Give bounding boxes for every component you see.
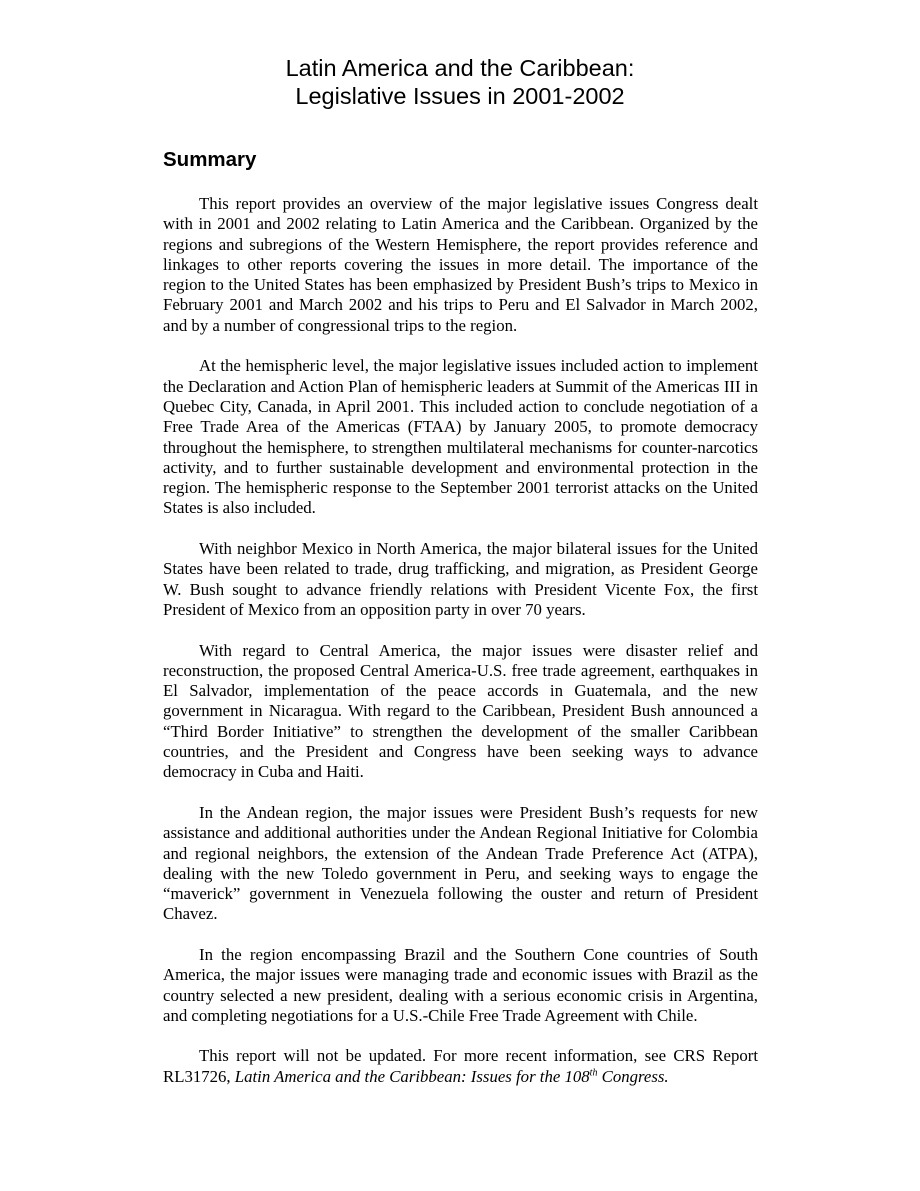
summary-paragraph-4: With regard to Central America, the major issues were disaster relief and reconstruction, the proposed Central America-U.S. free trade agreement, earthquakes in El Salvador, implementation of the peace accords in Guatemala, and the new government in Nicaragua. With regard to the Caribbean, President Bush announced a “Third Border Initiative” to strengthen the development of the smaller Caribbean countries, and the President and Congress have been seeking ways to advance democracy in Cuba and Haiti. [163,640,758,782]
summary-paragraph-5: In the Andean region, the major issues were President Bush’s requests for new assistance and additional authorities under the Andean Regional Initiative for Colombia and regional neighbors, the extension of the Andean Trade Preference Act (ATPA), dealing with the new Toledo government in Peru, and seeking ways to engage the “maverick” government in Venezuela following the ouster and return of President Chavez. [163,802,758,924]
update-note: This report will not be updated. For more recent information, see CRS Report RL31726, [163,1046,758,1086]
summary-paragraph-1: This report provides an overview of the major legislative issues Congress dealt with in 2001 and 2002 relating to Latin America and the Caribbean. Organized by the regions and subregions of the Western Hemisphere, the report provides reference and linkages to other reports covering the issues in more detail. The importance of the region to the United States has been emphasized by President Bush’s trips to Mexico in February 2001 and March 2002 and his trips to Peru and El Salvador in March 2002, and by a number of congressional trips to the region. [163,194,758,335]
summary-body [163,194,758,1087]
summary-paragraph-3: With neighbor Mexico in North America, the major bilateral issues for the United States have been related to trade, drug trafficking, and migration, as President George W. Bush sought to advance friendly relations with President Vicente Fox, the first President of Mexico from an opposition party in over 70 years. [163,539,758,619]
report-title-line-2: Legislative Issues in 2001-2002 [295,83,625,109]
report-title [0,54,920,110]
cited-report-title [235,1067,669,1086]
report-title-line-1: Latin America and the Caribbean: [285,55,635,81]
summary-paragraph-7 [163,1046,758,1087]
cited-report-title-superscript: th [589,1067,598,1079]
cited-report-title-text: Latin America and the Caribbean: Issues for the 108 [234,1066,590,1086]
summary-heading: Summary [163,148,257,171]
summary-paragraph-6: In the region encompassing Brazil and the Southern Cone countries of South America, the major issues were managing trade and economic issues with Brazil as the country selected a new president, dealing with a serious economic crisis in Argentina, and completing negotiations for a U.S.-Chile Free Trade Agreement with Chile. [163,944,758,1025]
summary-paragraph-2: At the hemispheric level, the major legislative issues included action to implement the Declaration and Action Plan of hemispheric leaders at Summit of the Americas III in Quebec City, Canada, in April 2001. This included action to conclude negotiation of a Free Trade Area of the Americas (FTAA) by January 2005, to promote democracy throughout the hemisphere, to strengthen multilateral mechanisms for counter-narcotics activity, and to further sustainable development and environmental protection in the region. The hemispheric response to the September 2001 terrorist attacks on the United States is also included. [163,356,758,518]
cited-report-title-end: Congress. [597,1066,669,1086]
